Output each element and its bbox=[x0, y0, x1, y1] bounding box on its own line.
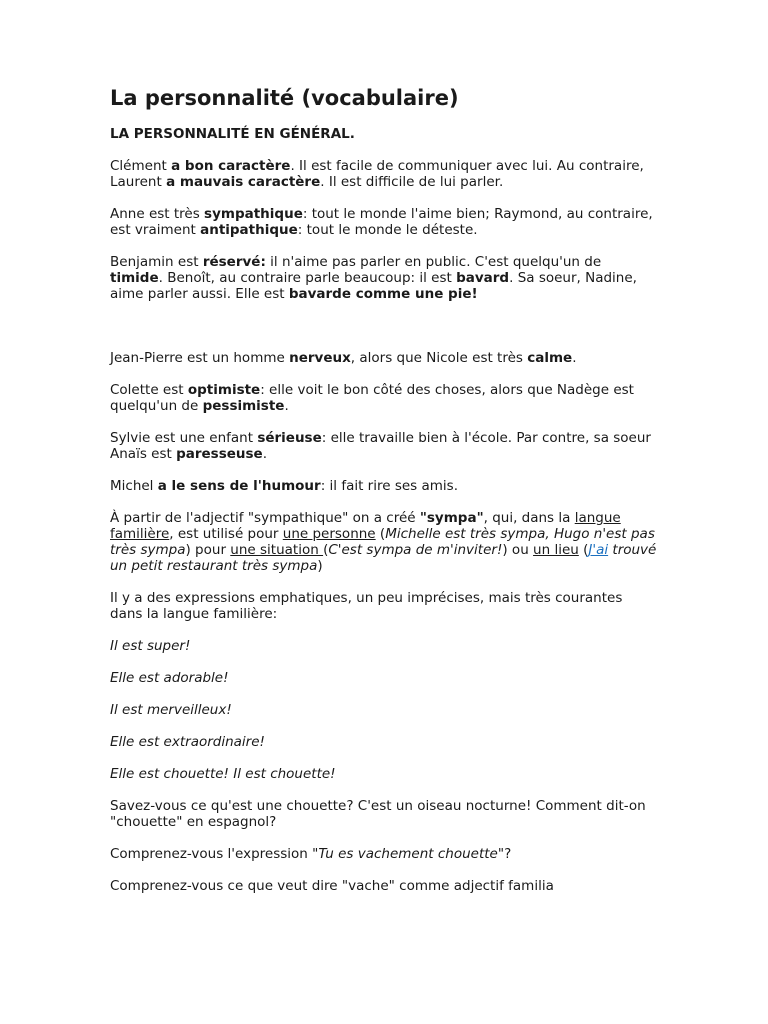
bold-term: pessimiste bbox=[202, 398, 285, 414]
text-run: . Sa soeur, Nadine, aime parler aussi. Elle est bbox=[110, 270, 637, 302]
expression-item bbox=[110, 734, 658, 750]
bold-term: nerveux bbox=[289, 350, 351, 366]
bold-term: bavard bbox=[456, 270, 510, 286]
text-run: : elle travaille bien à l'école. Par contre, sa soeur Anaïs est bbox=[110, 430, 651, 462]
italic-example: Tu es vachement chouette bbox=[318, 846, 498, 862]
bold-term: calme bbox=[527, 350, 573, 366]
italic-example: Michelle est très sympa, Hugo n'est pas très sympa bbox=[110, 526, 655, 558]
text-run: Comprenez-vous l'expression " bbox=[110, 846, 319, 862]
text-run: Sylvie est une enfant bbox=[110, 430, 258, 446]
text-run: , est utilisé pour bbox=[169, 526, 283, 542]
text-run: Clément bbox=[110, 158, 172, 174]
text-run: . Il est facile de communiquer avec lui. Au contraire, Laurent bbox=[110, 158, 644, 190]
paragraph-humour bbox=[110, 478, 658, 494]
text-run: ) pour bbox=[185, 542, 231, 558]
text-run: . Il est difficile de lui parler. bbox=[320, 174, 504, 190]
bold-term: bavarde comme une pie! bbox=[288, 286, 478, 302]
text-run: ( bbox=[578, 542, 589, 558]
paragraph-optimiste bbox=[110, 382, 658, 414]
text-run: À partir de l'adjectif "sympathique" on a créé bbox=[110, 510, 420, 526]
bold-term: paresseuse bbox=[176, 446, 263, 462]
text-run: . bbox=[284, 398, 289, 414]
underlined-term: une personne bbox=[282, 526, 376, 542]
bold-term: réservé: bbox=[202, 254, 266, 270]
bold-term: sérieuse bbox=[257, 430, 322, 446]
document-page bbox=[110, 84, 658, 910]
italic-example: C'est sympa de m'inviter! bbox=[328, 542, 503, 558]
text-run: : tout le monde l'aime bien; Raymond, au contraire, est vraiment bbox=[110, 206, 653, 238]
expression-text: Elle est extraordinaire! bbox=[110, 734, 265, 750]
text-run: : tout le monde le déteste. bbox=[297, 222, 478, 238]
bold-term: antipathique bbox=[200, 222, 298, 238]
bold-term: sympathique bbox=[204, 206, 303, 222]
expression-item bbox=[110, 766, 658, 782]
bold-term: a bon caractère bbox=[171, 158, 291, 174]
paragraph-expressions-intro: Il y a des expressions emphatiques, un peu imprécises, mais très courantes dans la langue familière: bbox=[110, 590, 623, 622]
text-run: : elle voit le bon côté des choses, alors que Nadège est quelqu'un de bbox=[110, 382, 634, 414]
expression-item bbox=[110, 638, 658, 654]
page-title: La personnalité (vocabulaire) bbox=[110, 86, 459, 110]
text-run: Colette est bbox=[110, 382, 188, 398]
text-run: Anne est très bbox=[110, 206, 205, 222]
paragraph-serieuse bbox=[110, 430, 658, 462]
text-run: , alors que Nicole est très bbox=[350, 350, 528, 366]
text-run: ( bbox=[375, 526, 386, 542]
paragraph-caractere bbox=[110, 158, 658, 190]
underlined-term: un lieu bbox=[533, 542, 579, 558]
paragraph-reserve bbox=[110, 254, 658, 302]
bold-term: a le sens de l'humour bbox=[157, 478, 321, 494]
text-run: , qui, dans la bbox=[483, 510, 575, 526]
text-run: Benjamin est bbox=[110, 254, 203, 270]
expression-text: Il est super! bbox=[110, 638, 191, 654]
bold-term: a mauvais caractère bbox=[166, 174, 321, 190]
underlined-term: langue familière bbox=[110, 510, 621, 542]
jai-link[interactable]: J'ai bbox=[588, 542, 609, 558]
expression-text: Elle est chouette! Il est chouette! bbox=[110, 766, 336, 782]
section-heading: LA PERSONNALITÉ EN GÉNÉRAL. bbox=[110, 126, 355, 142]
text-run: "? bbox=[497, 846, 512, 862]
expression-item bbox=[110, 702, 658, 718]
expression-text: Il est merveilleux! bbox=[110, 702, 232, 718]
bold-term: optimiste bbox=[187, 382, 261, 398]
paragraph-sympathique bbox=[110, 206, 658, 238]
text-run: Michel bbox=[110, 478, 158, 494]
bold-term: "sympa" bbox=[419, 510, 484, 526]
italic-example: trouvé un petit restaurant très sympa bbox=[110, 542, 657, 574]
text-run: . Benoît, au contraire parle beaucoup: il est bbox=[158, 270, 457, 286]
expression-text: Elle est adorable! bbox=[110, 670, 229, 686]
text-run: : il fait rire ses amis. bbox=[320, 478, 458, 494]
text-run: Jean-Pierre est un homme bbox=[110, 350, 290, 366]
paragraph-vachement bbox=[110, 846, 658, 862]
text-run: ( bbox=[323, 542, 329, 558]
text-run: ) ou bbox=[502, 542, 534, 558]
text-run: il n'aime pas parler en public. C'est quelqu'un de bbox=[265, 254, 602, 270]
bold-term: timide bbox=[110, 270, 159, 286]
text-run: ) bbox=[317, 558, 323, 574]
text-run: . bbox=[572, 350, 577, 366]
expression-item bbox=[110, 670, 658, 686]
paragraph-vache: Comprenez-vous ce que veut dire "vache" comme adjectif familia bbox=[110, 878, 554, 894]
paragraph-sympa bbox=[110, 510, 658, 574]
underlined-term: une situation bbox=[230, 542, 324, 558]
paragraph-chouette-question: Savez-vous ce qu'est une chouette? C'est un oiseau nocturne! Comment dit-on "chouette" en espagnol? bbox=[110, 798, 646, 830]
text-run: . bbox=[262, 446, 267, 462]
blank-space bbox=[110, 318, 658, 350]
paragraph-nerveux bbox=[110, 350, 658, 366]
